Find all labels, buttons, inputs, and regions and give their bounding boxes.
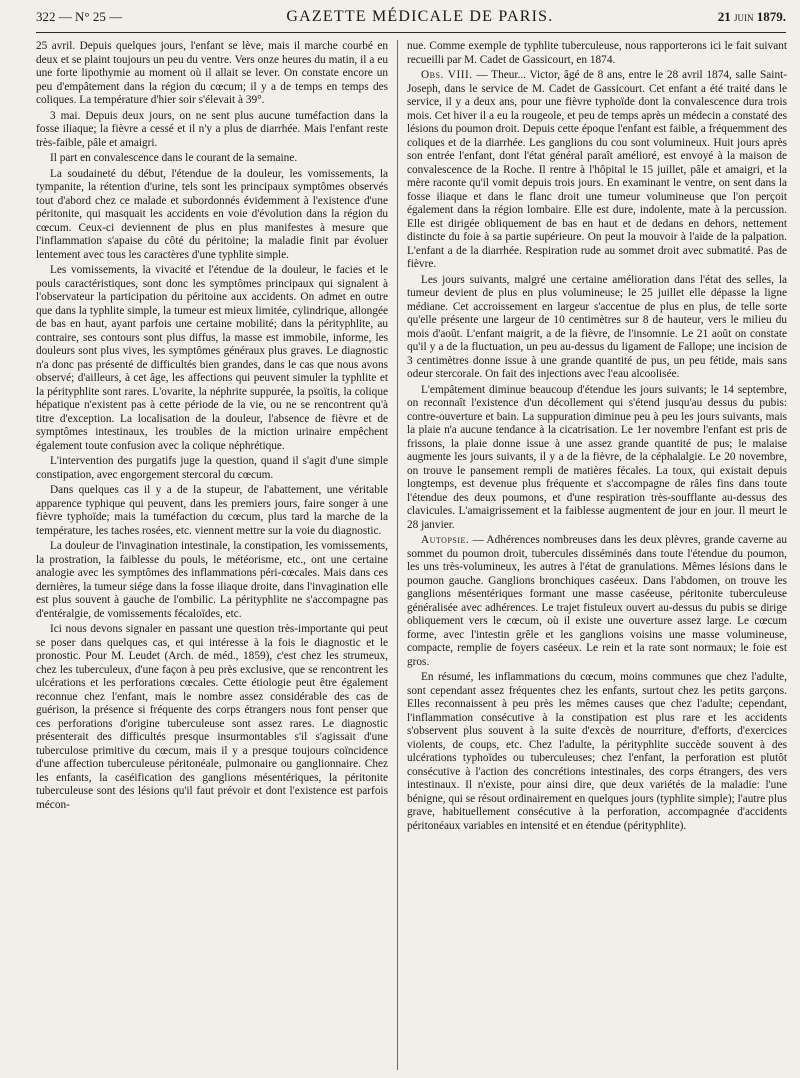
issue-date (718, 9, 786, 25)
paragraph: L'empâtement diminue beaucoup d'étendue les jours suivants; le 14 septembre, on reconnaît l'existence d'un décollement qui s'étend jusqu'au dessus du pubis: contre-ouverture et bain. La suppuration diminue peu à peu les jours suivants, mais la plaie n'a aucune tendance à la cicatrisation. Le 1er novembre l'enfant est pris de frissons, la plaie donne issue à une assez grande quantité de pus; le malaise augmente les jours suivants, il y a de la fièvre, de la céphalalgie. Le 20 novembre, on trouve le pansement rempli de matières fécales. La toux, qui existait depuis longtemps, est devenue plus fréquente et s'accompagne de râles fins dans toute l'étendue des deux poumons, et d'une respiration très-soufflante au-dessus des clavicules. L'amaigrissement et la faiblesse augmentent de jour en jour. Il meurt le 28 janvier. (407, 383, 787, 531)
journal-title: GAZETTE MÉDICALE DE PARIS. (286, 8, 554, 25)
paragraph: nue. Comme exemple de typhlite tuberculeuse, nous rapporterons ici le fait suivant recueilli par M. Cadet de Gassicourt, en 1874. (407, 40, 787, 66)
issue-year: 1879. (756, 9, 786, 24)
paragraph: Dans quelques cas il y a de la stupeur, de l'abattement, une véritable apparence typhique qui peuvent, dans les premiers jours, faire songer à une fièvre typhoïde; mais la tuméfaction du cœcum, plus tard la marche de la température, les taches rosées, etc. viennent mettre sur la voie du diagnostic. (36, 484, 388, 537)
paragraph: La douleur de l'invagination intestinale, la constipation, les vomissements, la prostration, la faiblesse du pouls, le météorisme, etc., ont une certaine analogie avec les symptômes des inflammations péri-cœcales. Mais dans ces dernières, la tumeur siége dans la fosse iliaque droite, dans l'invagination elle est plus souvent à gauche de l'ombilic. La pérityphlite ne s'accompagne pas d'entéralgie, de vomissements fécaloïdes, etc. (36, 540, 388, 620)
paragraph: Il part en convalescence dans le courant de la semaine. (50, 152, 298, 164)
paragraph: Les jours suivants, malgré une certaine amélioration dans l'état des selles, la tumeur devient de plus en plus volumineuse; le 25 juillet elle dépasse la ligne médiane. Cet accroissement en largeur s'accentue de plus en plus, de telle sorte qu'elle présente une largeur de 10 centimètres sur 8 de hauteur, vers le milieu du mois d'août. L'enfant maigrit, a de la fièvre, de l'insomnie. Le 21 août on constate qu'il y a de la fluctuation, un peu au-dessus du ligament de Fallope; une incision de 3 centimètres donne issue à une grande quantité de pus, un peu fétide, mais sans odeur stercorale. On fait des injections avec l'eau alcoolisée. (407, 273, 787, 380)
paragraph: La soudaineté du début, l'étendue de la douleur, les vomissements, la tympanite, la rétention d'urine, tels sont les principaux symptômes observés tout d'abord chez ce malade et subordonnés évidemment à l'existence d'une péritonite, qui masquait les accidents en voie d'évolution dans la région du cœcum. Ceux-ci deviennent de plus en plus manifestes à mesure que l'inflammation s'apaise du côté du péritoine; la maladie finit par évoluer lentement avec tous les caractères d'une typhlite simple. (36, 167, 388, 261)
paragraph: Ici nous devons signaler en passant une question très-importante qui peut se poser dans quelques cas, et qui intéresse à la fois le diagnostic et le pronostic. Pour M. Leudet (Arch. de méd., 1859), c'est chez les strumeux, chez les tuberculeux, d'une façon à peu près exclusive, que se rencontrent les ulcérations et les perforations cœcales. Cette étiologie peut être également reconnue chez l'enfant, mais le nombre assez considérable des cas de guérison, la présence si fréquente des corps étrangers nous font penser que ces perforations d'origine tuberculeuse sont assez rares. Le diagnostic présenterait des difficultés presque insurmontables s'il s'agissait d'une tuberculose primitive du cœcum, mais il y a presque toujours coïncidence d'une affection tuberculeuse péritonéale, pulmonaire ou ganglionnaire. Chez les enfants, la caséification des ganglions mésentériques, la péritonite tuberculeuse sont des lésions qu'il faut prévoir et dont l'existence est parfois mécon- (36, 623, 388, 811)
observation-text: — Theur... Victor, âgé de 8 ans, entre le 28 avril 1874, salle Saint-Joseph, dans le service de M. Cadet de Gassicourt. Cet enfant a été traité dans le service, il y a deux ans, pour une fièvre typhoïde dont la convalescence dura trois mois. Cet hiver il a eu la rougeole, et peu de temps après un médecin a constaté des lésions du poumon droit. Depuis cette époque l'enfant est faible, a fréquemment des coliques et de la diarrhée. Les ganglions du cou sont volumineux. Huit jours après son entrée l'enfant, dont l'état général paraît amélioré, est envoyé à la maison de convalescence de la Roche. Il rentre à l'hôpital le 15 juillet, pâle et amaigri, et la mère raconte qu'il vomit depuis trois jours. En examinant le ventre, on sent dans la fosse iliaque et dans le flanc droit une tumeur volumineuse que l'on perçoit également dans la région lombaire. Elle est dure, indolente, mate à la percussion. Elle est dirigée obliquement de bas en haut et de dedans en dehors, nettement distincte du foie à sa partie supérieure. On peut la mouvoir à l'aide de la palpation. L'enfant a de la diarrhée. Respiration rude au sommet droit avec submatité. Pas de fièvre. (407, 69, 787, 270)
paragraph: 25 avril. Depuis quelques jours, l'enfant se lève, mais il marche courbé en deux et se plaint toujours un peu du ventre. Vers onze heures du matin, il a eu une forte lipothymie au moment où il allait se lever. On constate encore un peu d'empâtement dans la région du cœcum; il y a de temps en temps des coliques. La température d'hier soir s'élevait à 39°. (36, 40, 388, 106)
paragraph: 3 mai. Depuis deux jours, on ne sent plus aucune tuméfaction dans la fosse iliaque; la fièvre a cessé et il n'y a plus de diarrhée. Mais l'enfant reste très-faible, pâle et amaigri. (36, 109, 388, 149)
page-number: 322 — N° 25 — (36, 9, 123, 24)
paragraph: Les vomissements, la vivacité et l'étendue de la douleur, le facies et le pouls caractéristiques, sont donc les symptômes principaux qui signalent à l'observateur la participation du péritoine aux accidents. On admet en outre que dans la typhlite simple, la tumeur est mieux limitée, cylindrique, allongée de bas en haut, ayant parfois une certaine mobilité; dans la pérityphlite, au contraire, ses contours sont plus diffus, la masse est immobile, informe, les douleurs sont plus vives, les symptômes généraux plus graves. Le diagnostic n'a donc pas présenté de difficultés bien grandes, dans le cas que nous avons observé; d'ailleurs, à cet âge, les affections qui peuvent simuler la typhlite et la pérityphlite sont rares. L'ovarite, la néphrite suppurée, la psoïtis, la colique hépatique n'existent pas à cette période de la vie, ou ne se rencontrent qu'à titre d'exception. La localisation de la douleur, l'absence de fièvre et de symptômes intestinaux, les troubles de la miction urinaire empêchent également toute confusion avec la colique néphrétique. (36, 264, 388, 452)
observation-paragraph (407, 69, 787, 272)
autopsy-paragraph (407, 534, 787, 669)
page-header (36, 8, 786, 33)
paragraph: L'intervention des purgatifs juge la question, quand il s'agit d'une simple constipation, avec engorgement stercoral du cœcum. (36, 455, 388, 481)
right-column (407, 40, 787, 1072)
autopsy-text: — Adhérences nombreuses dans les deux plèvres, grande caverne au sommet du poumon droit, tubercules disséminés dans toute l'étendue du poumon, les uns très-volumineux, les autres à l'état de granulations. Mêmes lésions dans le poumon gauche. Ganglions bronchiques caséeux. Dans l'abdomen, on trouve les ganglions mésentériques formant une masse caséeuse, péritonite tuberculeuse généralisée avec adhérences. Le trajet fistuleux ouvert au-dessus du pubis se dirige obliquement vers le cœcum, où il existe une ouverture assez large. Le cœcum forme, avec l'intestin grêle et les ganglions voisins une masse volumineuse, compacte, remplie de foyers caséeux. Le rein et la rate sont normaux; le foie est gros. (407, 534, 787, 668)
left-column (36, 40, 388, 1072)
observation-heading: Obs. VIII. (421, 69, 473, 81)
issue-month: juin (733, 9, 754, 24)
issue-day: 21 (717, 9, 731, 24)
column-divider (397, 40, 398, 1070)
paragraph: En résumé, les inflammations du cœcum, moins communes que chez l'adulte, sont cependant assez fréquentes chez les enfants, surtout chez les petits garçons. Elles reconnaissent à peu près les mêmes causes que chez l'adulte; cependant, l'inflammation consécutive à la constipation est plus rare et les accidents s'observent plus souvent à la suite d'excès de nourriture, d'efforts, d'exercices violents, de coups, etc. Chez l'adulte, la pérityphlite succède souvent à des ulcérations typhoïdes ou tuberculeuses; chez l'enfant, la perforation est plutôt consécutive à l'action des concrétions intestinales, des corps étrangers, des vers intestinaux. Il n'existe, pour ainsi dire, que deux variétés de la maladie: l'une bénigne, qui se résout ordinairement en quelques jours (typhlite simple); l'autre plus grave, habituellement consécutive à la perforation, accompagnée d'accidents péritonéaux variables en intensité et en étendue (pérityphlite). (407, 671, 787, 832)
autopsy-heading: Autopsie. (421, 534, 470, 546)
